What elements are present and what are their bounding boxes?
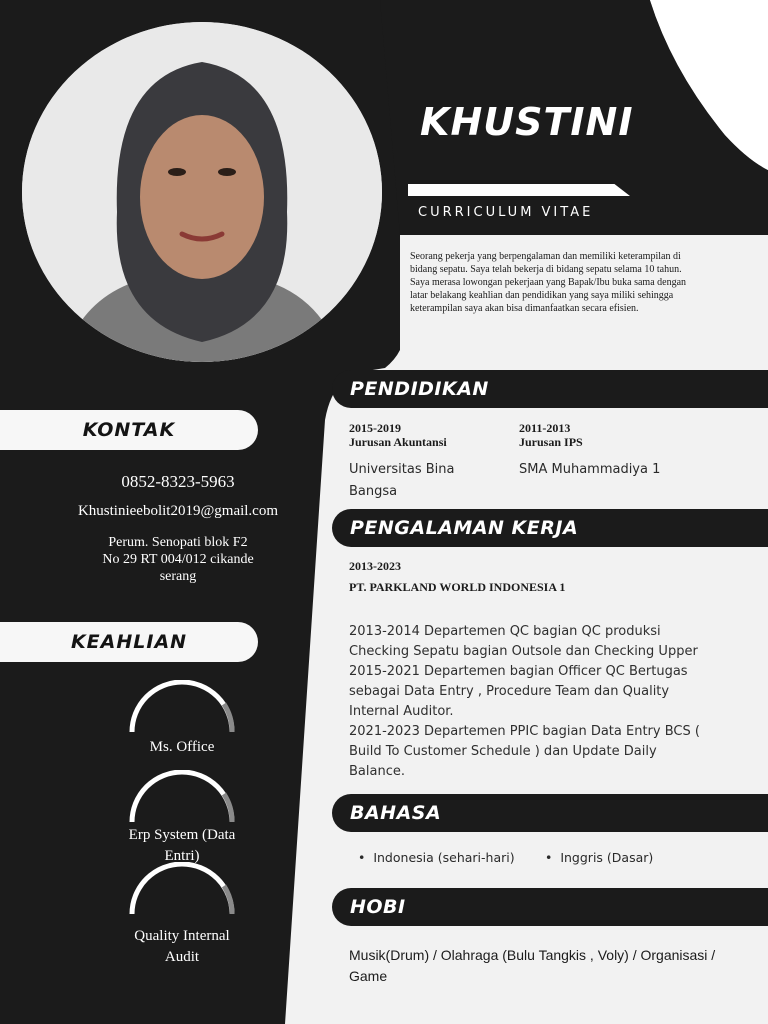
language-item-1 xyxy=(358,850,515,865)
profile-photo xyxy=(22,22,382,362)
experience-details xyxy=(349,622,749,782)
language-label: Inggris (Dasar) xyxy=(560,850,654,865)
title-underline-bar xyxy=(408,184,630,196)
bullet-icon: • xyxy=(545,850,561,865)
experience-company: PT. PARKLAND WORLD INDONESIA 1 xyxy=(349,580,566,594)
experience-line: Checking Sepatu bagian Outsole dan Checking Upper xyxy=(349,644,698,659)
skills-heading: KEAHLIAN xyxy=(0,622,258,662)
skill-label-erp-system-1: Erp System (Data xyxy=(128,827,236,843)
experience-line: Internal Auditor. xyxy=(349,704,454,719)
skill-label-quality-audit-2: Audit xyxy=(164,949,200,965)
experience-years: 2013-2023 xyxy=(349,559,401,573)
profile-summary: Seorang pekerja yang berpengalaman dan memiliki keterampilan di bidang sepatu. Saya telah bekerja di bidang sepatu selama 10 tahun. Saya merasa lowongan pekerjaan yang Bapak/Ibu buka sama dengan latar belakang keahlian dan pendidikan yang saya miliki sehingga keterampilan saya akan bisa dimanfaatkan secara efisien. xyxy=(410,251,687,314)
experience-line: 2013-2014 Departemen QC bagian QC produksi xyxy=(349,624,661,639)
contact-address-line-3: serang xyxy=(159,569,197,584)
education-major-2: Jurusan IPS xyxy=(519,435,583,449)
languages-heading: BAHASA xyxy=(332,794,768,832)
skill-meter-erp-system xyxy=(128,770,236,826)
education-school-2: SMA Muhammadiya 1 xyxy=(519,462,661,477)
experience-line: Balance. xyxy=(349,764,405,779)
skill-meter-quality-audit xyxy=(128,862,236,918)
hobbies-line-1: Musik(Drum) / Olahraga (Bulu Tangkis , Voly) / Organisasi / xyxy=(349,947,716,963)
contact-address-line-1: Perum. Senopati blok F2 xyxy=(108,535,248,550)
contact-email: Khustinieebolit2019@gmail.com xyxy=(77,503,279,519)
skill-label-ms-office: Ms. Office xyxy=(149,739,215,755)
hobbies-line-2: Game xyxy=(349,968,388,984)
education-years-1: 2015-2019 xyxy=(349,421,401,435)
experience-line: 2021-2023 Departemen PPIC bagian Data Entry BCS ( xyxy=(349,724,700,739)
skill-label-erp-system-2: Entri) xyxy=(164,848,200,864)
skill-meter-ms-office xyxy=(128,680,236,736)
contact-heading: KONTAK xyxy=(0,410,258,450)
document-title: CURRICULUM VITAE xyxy=(418,205,594,220)
language-label: Indonesia (sehari-hari) xyxy=(373,850,515,865)
education-school-1-line-1: Universitas Bina xyxy=(349,462,455,477)
contact-address-line-2: No 29 RT 004/012 cikande xyxy=(102,552,254,567)
education-heading: PENDIDIKAN xyxy=(332,370,768,408)
bullet-icon: • xyxy=(358,850,374,865)
experience-line: Build To Customer Schedule ) dan Update Daily xyxy=(349,744,657,759)
experience-line: sebagai Data Entry , Procedure Team dan Quality xyxy=(349,684,670,699)
education-major-1: Jurusan Akuntansi xyxy=(349,435,447,449)
language-item-2 xyxy=(545,850,653,865)
contact-phone: 0852-8323-5963 xyxy=(121,472,235,491)
person-name: KHUSTINI xyxy=(420,100,634,144)
skill-label-quality-audit-1: Quality Internal xyxy=(134,928,230,944)
education-years-2: 2011-2013 xyxy=(519,421,571,435)
education-school-1-line-2: Bangsa xyxy=(349,484,398,499)
experience-line: 2015-2021 Departemen bagian Officer QC Bertugas xyxy=(349,664,688,679)
experience-heading: PENGALAMAN KERJA xyxy=(332,509,768,547)
hobbies-heading: HOBI xyxy=(332,888,768,926)
avatar xyxy=(22,22,382,362)
